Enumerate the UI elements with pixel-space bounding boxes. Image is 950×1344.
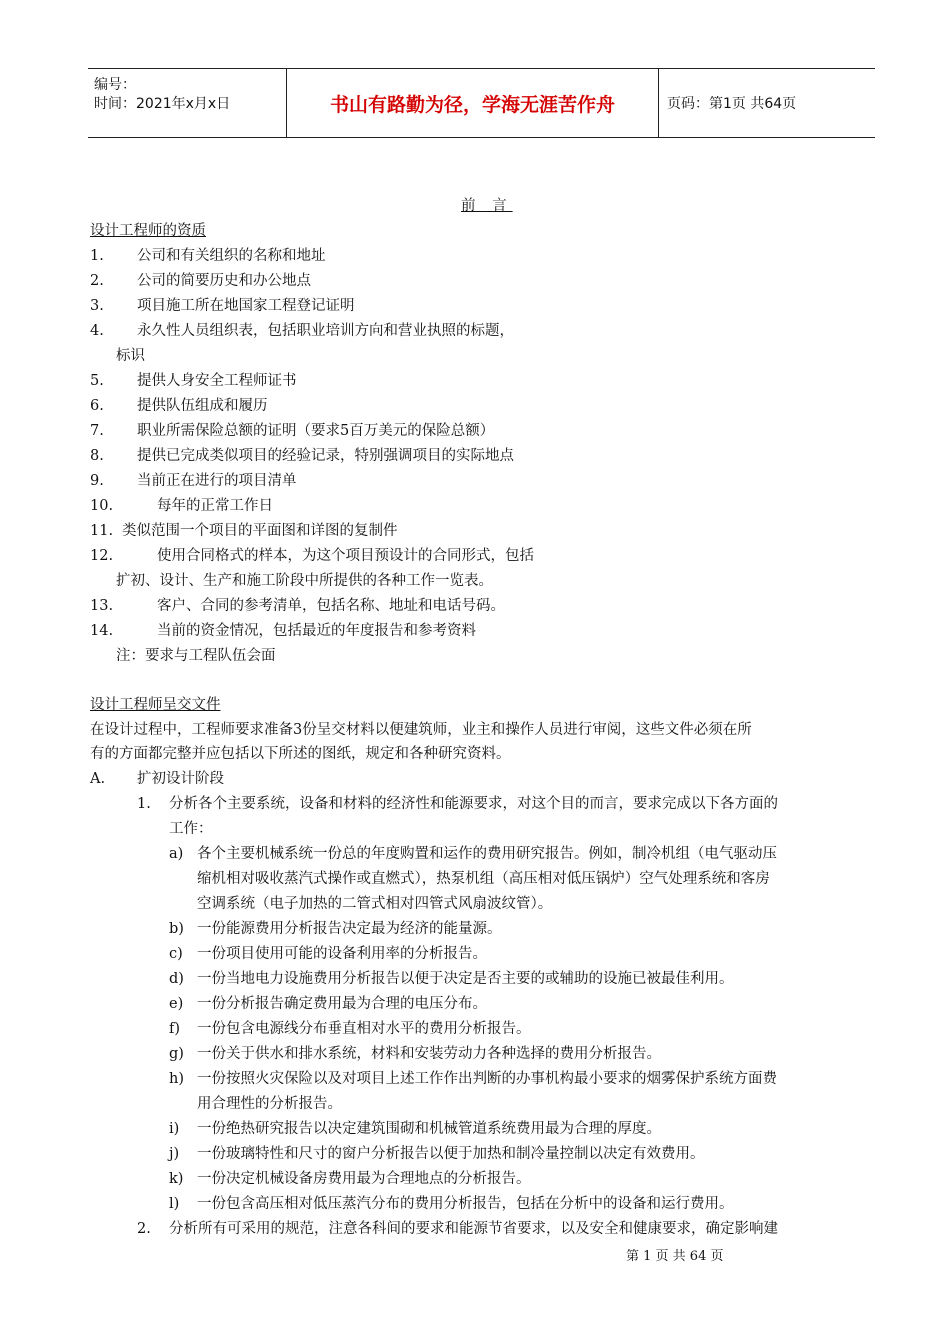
subitem-label: i)	[169, 1121, 180, 1137]
subitem-text: 一份当地电力设施费用分析报告以便于决定是否主要的或辅助的设施已被最佳利用。	[197, 971, 734, 987]
list-item-num: 14.	[90, 623, 114, 639]
subitem-text: 各个主要机械系统一份总的年度购置和运作的费用研究报告。例如，制冷机组（电气驱动压	[197, 846, 777, 862]
list-item-text: 使用合同格式的样本，为这个项目预设计的合同形式，包括	[157, 548, 534, 564]
section2-heading: 设计工程师呈交文件	[90, 697, 221, 713]
list-item-text: 当前正在进行的项目清单	[137, 473, 297, 489]
intro-line: 在设计过程中，工程师要求准备3份呈交材料以便建筑师，业主和操作人员进行审阅，这些文件必须在所	[90, 722, 752, 738]
page-footer: 第 1 页 共 64 页	[626, 1249, 724, 1264]
subitem-label: f)	[169, 1021, 181, 1037]
subitem-label: e)	[169, 996, 184, 1012]
subitem-text: 一份按照火灾保险以及对项目上述工作作出判断的办事机构最小要求的烟雾保护系统方面费	[197, 1071, 777, 1087]
page-header	[88, 68, 875, 138]
subitem-label: l)	[169, 1196, 180, 1212]
doc-title: 前 言	[461, 198, 513, 214]
list-item-text: 提供已完成类似项目的经验记录，特别强调项目的实际地点	[137, 448, 514, 464]
list-item-continuation: 扩初、设计、生产和施工阶段中所提供的各种工作一览表。	[116, 573, 493, 589]
subitem-text: 空调系统（电子加热的二管式相对四管式风扇波纹管）。	[197, 896, 553, 912]
header-motto: 书山有路勤为径，学海无涯苦作舟	[329, 93, 615, 116]
list-item-num: 7.	[90, 423, 104, 439]
header-number: 编号：	[94, 77, 136, 93]
list-item-text: 提供人身安全工程师证书	[137, 373, 297, 389]
list-item-text: 职业所需保险总额的证明（要求5百万美元的保险总额）	[137, 423, 495, 439]
header-motto-cell	[287, 69, 659, 137]
subitem-label: d)	[169, 971, 184, 987]
subitem-label: c)	[169, 946, 183, 962]
list-item-num: 1.	[90, 248, 104, 264]
list-item-continuation: 标识	[116, 348, 145, 364]
list-item-text: 永久性人员组织表，包括职业培训方向和营业执照的标题，	[137, 323, 514, 339]
item1-text: 分析各个主要系统，设备和材料的经济性和能源要求，对这个目的而言，要求完成以下各方面的	[169, 796, 778, 812]
subitem-text: 一份包含高压相对低压蒸汽分布的费用分析报告，包括在分析中的设备和运行费用。	[197, 1196, 734, 1212]
subitem-text: 一份项目使用可能的设备利用率的分析报告。	[197, 946, 487, 962]
list-item-num: 4.	[90, 323, 104, 339]
section1-heading: 设计工程师的资质	[90, 223, 206, 239]
list-item-num: 13.	[90, 598, 114, 614]
header-page-cell	[659, 69, 875, 137]
item1-text: 工作：	[169, 821, 213, 837]
list-item-num: 10.	[90, 498, 114, 514]
header-page-label: 页码：第1页 共64页	[667, 96, 797, 112]
subitem-label: k)	[169, 1171, 184, 1187]
list-item-text: 客户、合同的参考清单，包括名称、地址和电话号码。	[157, 598, 505, 614]
subitem-text: 一份关于供水和排水系统，材料和安装劳动力各种选择的费用分析报告。	[197, 1046, 661, 1062]
subitem-text: 缩机相对吸收蒸汽式操作或直燃式），热泵机组（高压相对低压锅炉）空气处理系统和客房	[197, 871, 770, 887]
list-item-text: 每年的正常工作日	[157, 498, 273, 514]
item2-num: 2.	[137, 1221, 151, 1237]
item2-text: 分析所有可采用的规范，注意各科间的要求和能源节省要求，以及安全和健康要求，确定影响建	[169, 1221, 778, 1237]
intro-line: 有的方面都完整并应包括以下所述的图纸，规定和各种研究资料。	[90, 746, 511, 762]
list-item-num: 9.	[90, 473, 104, 489]
note: 注：要求与工程队伍会面	[116, 648, 276, 664]
list-item-text: 当前的资金情况，包括最近的年度报告和参考资料	[157, 623, 476, 639]
subitem-text: 一份能源费用分析报告决定最为经济的能量源。	[197, 921, 502, 937]
list-item-num: 8.	[90, 448, 104, 464]
subitem-text: 一份绝热研究报告以决定建筑围砌和机械管道系统费用最为合理的厚度。	[197, 1121, 661, 1137]
subitem-label: a)	[169, 846, 184, 862]
list-item-num: 5.	[90, 373, 104, 389]
subitem-label: b)	[169, 921, 184, 937]
list-item-num: 11.	[90, 523, 114, 539]
list-item-text: 类似范围一个项目的平面图和详图的复制件	[122, 523, 398, 539]
subitem-label: j)	[169, 1146, 180, 1162]
subitem-text: 一份分析报告确定费用最为合理的电压分布。	[197, 996, 487, 1012]
subitem-label: h)	[169, 1071, 184, 1087]
list-item-text: 公司和有关组织的名称和地址	[137, 248, 326, 264]
subitem-text: 一份玻璃特性和尺寸的窗户分析报告以便于加热和制冷量控制以决定有效费用。	[197, 1146, 705, 1162]
phase-a-label: A.	[90, 771, 106, 787]
subitem-text: 一份决定机械设备房费用最为合理地点的分析报告。	[197, 1171, 531, 1187]
subitem-text: 一份包含电源线分布垂直相对水平的费用分析报告。	[197, 1021, 531, 1037]
item1-num: 1.	[137, 796, 151, 812]
phase-a-title: 扩初设计阶段	[137, 771, 224, 787]
subitem-text: 用合理性的分析报告。	[197, 1096, 342, 1112]
list-item-num: 3.	[90, 298, 104, 314]
header-date: 时间：2021年x月x日	[94, 96, 231, 112]
list-item-text: 提供队伍组成和履历	[137, 398, 268, 414]
list-item-num: 6.	[90, 398, 104, 414]
header-meta	[88, 69, 287, 137]
list-item-text: 项目施工所在地国家工程登记证明	[137, 298, 355, 314]
subitem-label: g)	[169, 1046, 184, 1062]
list-item-num: 12.	[90, 548, 114, 564]
list-item-text: 公司的简要历史和办公地点	[137, 273, 311, 289]
list-item-num: 2.	[90, 273, 104, 289]
